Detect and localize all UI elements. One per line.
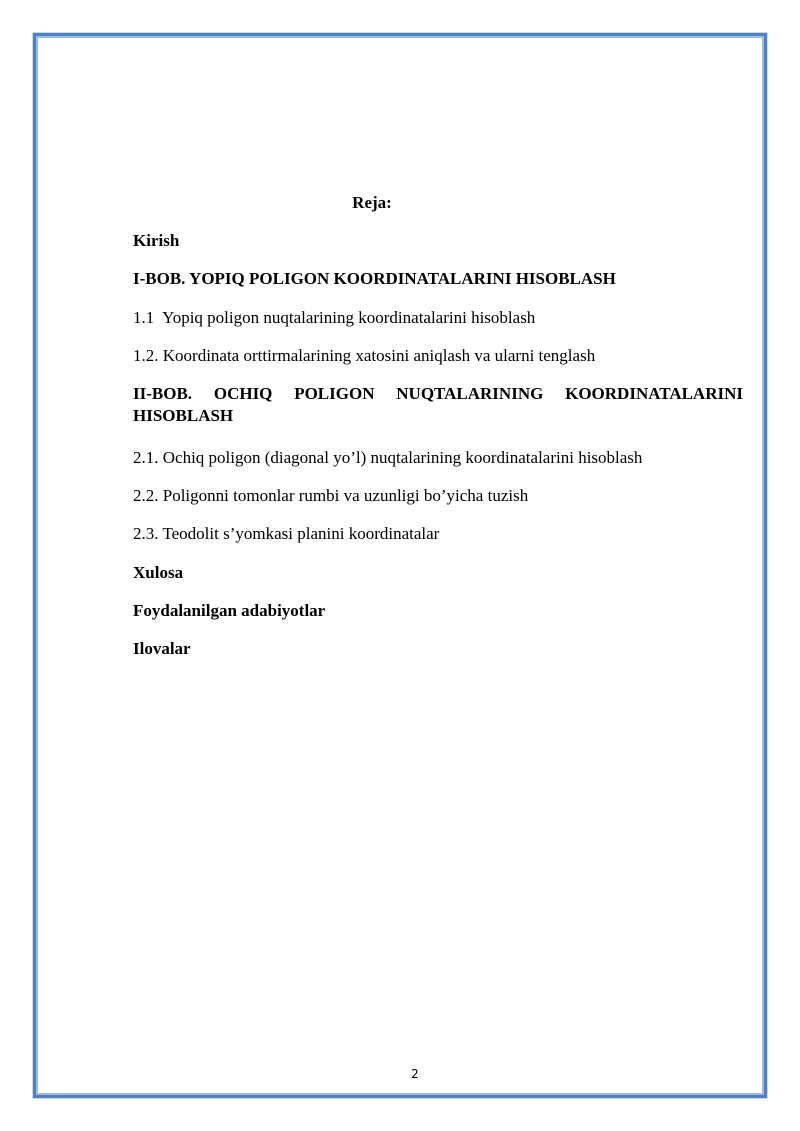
toc-chapter-1: I-BOB. YOPIQ POLIGON KOORDINATALARINI HISOBLASH <box>133 269 616 288</box>
toc-section-1-2: 1.2. Koordinata orttirmalarining xatosini aniqlash va ularni tenglash <box>133 346 596 365</box>
toc-item-conclusion: Xulosa <box>133 563 184 582</box>
page-title: Reja: <box>352 193 392 212</box>
toc-chapter-2: II-BOB. OCHIQ POLIGON NUQTALARINING KOORDINATALARINI HISOBLASH <box>133 384 743 425</box>
toc-section-2-1: 2.1. Ochiq poligon (diagonal yo’l) nuqtalarining koordinatalarini hisoblash <box>133 448 643 467</box>
toc-section-2-3: 2.3. Teodolit s’yomkasi planini koordinatalar <box>133 524 440 543</box>
toc-item-appendices: Ilovalar <box>133 639 191 658</box>
toc-section-1-1: 1.1 Yopiq poligon nuqtalarining koordinatalarini hisoblash <box>133 308 536 327</box>
toc-item-references: Foydalanilgan adabiyotlar <box>133 601 326 620</box>
toc-item-introduction: Kirish <box>133 231 180 250</box>
page-number: 2 <box>411 1067 419 1081</box>
toc-section-2-2: 2.2. Poligonni tomonlar rumbi va uzunligi bo’yicha tuzish <box>133 486 529 505</box>
